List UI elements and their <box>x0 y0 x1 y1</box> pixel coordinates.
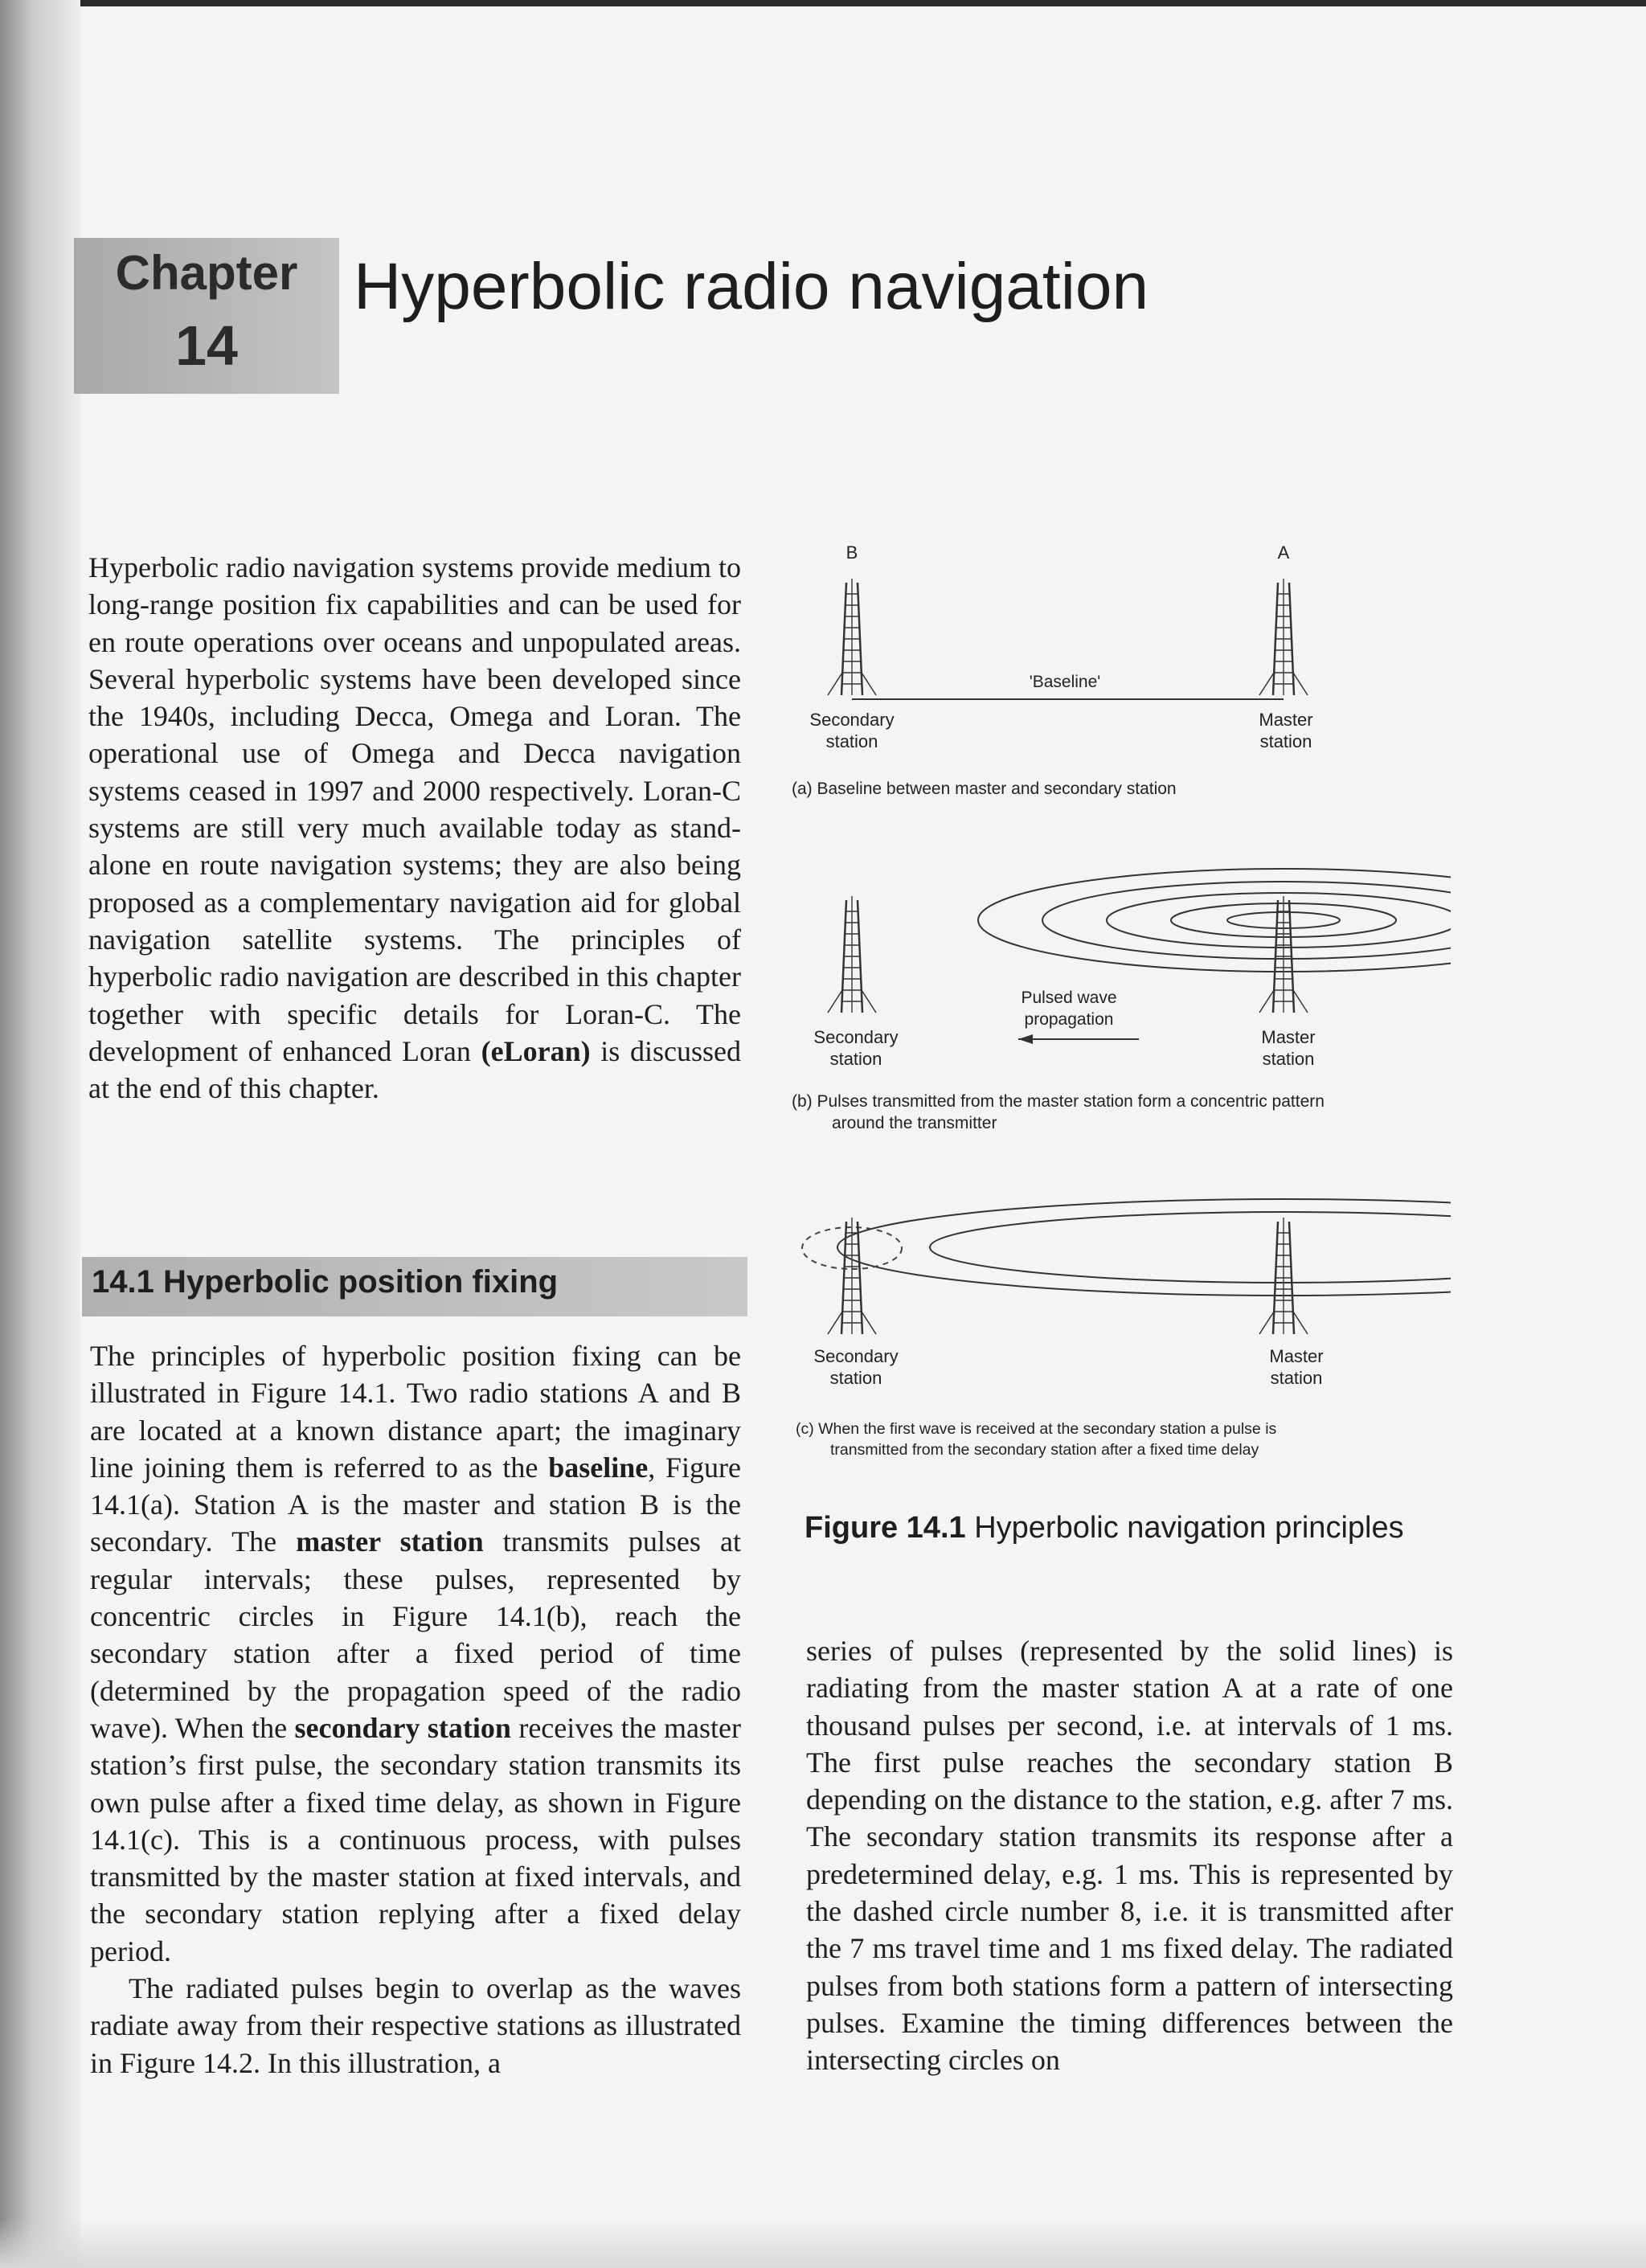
master-tower-b <box>1259 896 1308 1013</box>
secondary-label-c-2: station <box>829 1368 882 1388</box>
intro-text-end: is discussed at the end of this chapter. <box>88 1034 741 1105</box>
chapter-number: 14 <box>175 314 238 377</box>
master-label-1: Master <box>1259 710 1313 730</box>
book-spine-shadow <box>0 0 80 2268</box>
master-pulse-rings <box>837 1199 1467 1296</box>
section-heading: 14.1 Hyperbolic position fixing <box>92 1264 559 1300</box>
caption-b-2: around the transmitter <box>832 1114 997 1132</box>
p1-text-2: , Figure 14.1(a). Station A is the master and station B is the secondary. The <box>90 1451 742 1558</box>
arrow-head-icon <box>1018 1034 1033 1044</box>
secondary-label-b-1: Secondary <box>813 1027 899 1047</box>
master-tower-c <box>1259 1218 1308 1334</box>
intro-paragraph <box>88 549 741 1107</box>
pulsed-wave-label-1: Pulsed wave <box>1021 989 1117 1007</box>
scan-top-edge <box>0 0 1646 6</box>
figure-caption-text: Hyperbolic navigation principles <box>974 1511 1404 1545</box>
paragraph-2: The radiated pulses begin to overlap as the waves radiate away from their respective stations as illustrated in Figure 14.2. In this illustration, a <box>90 1972 741 2079</box>
figure-caption <box>805 1511 1404 1545</box>
master-tower-a <box>1259 579 1308 695</box>
p1-text-3: transmits pulses at regular intervals; these pulses, represented by concentric circles in Figure 14.1(b), reach the secondary station after a fixed period of time (determined by the propagation speed of the radio wave). When the <box>90 1525 742 1744</box>
chapter-label: Chapter <box>115 246 298 300</box>
master-label-b-1: Master <box>1261 1027 1316 1047</box>
caption-a: (a) Baseline between master and secondary station <box>792 780 1177 798</box>
master-label-2: station <box>1259 731 1312 751</box>
intro-text: Hyperbolic radio navigation systems provide medium to long-range position fix capabilities and can be used for en route operations over oceans and unpopulated areas. Several hyperbolic systems have been developed since the 1940s, including Decca, Omega and Loran. The operational use of Omega and Decca navigation systems ceased in 1997 and 2000 respectively. Loran-C systems are still very much available today as stand-alone en route navigation systems; they are also being proposed as a complementary navigation aid for global navigation satellite systems. The principles of hyperbolic radio navigation are described in this chapter together with specific details for Loran-C. The development of enhanced Loran <box>88 551 741 1067</box>
page-bottom-shadow <box>0 2218 1646 2268</box>
secondary-tower-a <box>828 579 876 695</box>
caption-b-1: (b) Pulses transmitted from the master station form a concentric pattern <box>792 1092 1325 1111</box>
term-secondary-station: secondary station <box>294 1711 511 1744</box>
intro-bold-term: (eLoran) <box>481 1034 591 1067</box>
term-master-station: master station <box>296 1525 484 1558</box>
master-label-b-2: station <box>1262 1049 1315 1069</box>
pulsed-wave-label-2: propagation <box>1024 1010 1114 1029</box>
panel-b <box>792 848 1467 1132</box>
figure-14-1 <box>792 534 1467 1467</box>
master-label-c-2: station <box>1270 1368 1323 1388</box>
secondary-tower-c <box>828 1218 876 1334</box>
secondary-label-c-1: Secondary <box>813 1346 899 1366</box>
baseline-label: 'Baseline' <box>1029 673 1101 691</box>
secondary-label-1: Secondary <box>809 710 895 730</box>
label-a: A <box>1277 542 1290 563</box>
secondary-label-b-2: station <box>829 1049 882 1069</box>
secondary-label-2: station <box>825 731 878 751</box>
caption-c-1: (c) When the first wave is received at the secondary station a pulse is <box>796 1420 1277 1438</box>
caption-c-2: transmitted from the secondary station after a fixed time delay <box>830 1441 1259 1459</box>
panel-a <box>792 542 1313 798</box>
master-label-c-1: Master <box>1269 1346 1324 1366</box>
p1-text-1: The principles of hyperbolic position fixing can be illustrated in Figure 14.1. Two radio stations A and B are located at a known distance apart; the imaginary line joining them is referred to as the <box>90 1340 741 1484</box>
panel-c <box>796 1185 1467 1459</box>
figure-caption-number: Figure 14.1 <box>805 1511 966 1545</box>
body-column-right <box>806 1632 1453 2079</box>
pulse-clip-mask <box>1451 848 1467 993</box>
secondary-tower-b <box>828 896 876 1013</box>
paragraph-3: series of pulses (represented by the solid lines) is radiating from the master station A at a rate of one thousand pulses per second, i.e. at intervals of 1 ms. The first pulse reaches the secondary station B depending on the distance to the station, e.g. after 7 ms. The secondary station transmits its response after a predetermined delay, e.g. 1 ms. This is represented by the dashed circle number 8, i.e. it is transmitted after the 7 ms travel time and 1 ms fixed delay. The radiated pulses from both stations form a pattern of intersecting pulses. Examine the timing differences between the intersecting circles on <box>806 1635 1453 2077</box>
term-baseline: baseline <box>548 1451 649 1484</box>
concentric-pulses <box>978 869 1467 972</box>
body-column-left <box>90 1337 741 2082</box>
label-b: B <box>846 542 858 563</box>
pulse-clip-mask-c <box>1451 1185 1467 1314</box>
page-title: Hyperbolic radio navigation <box>354 250 1149 323</box>
p1-text-4: receives the master station’s first pulse, the secondary station transmits its own pulse after a fixed time delay, as shown in Figure 14.1(c). This is a continuous process, with pulses transmitted by the master station at fixed intervals, and the secondary station replying after a fixed delay period. <box>90 1711 742 1967</box>
paragraph-1 <box>90 1337 741 1970</box>
